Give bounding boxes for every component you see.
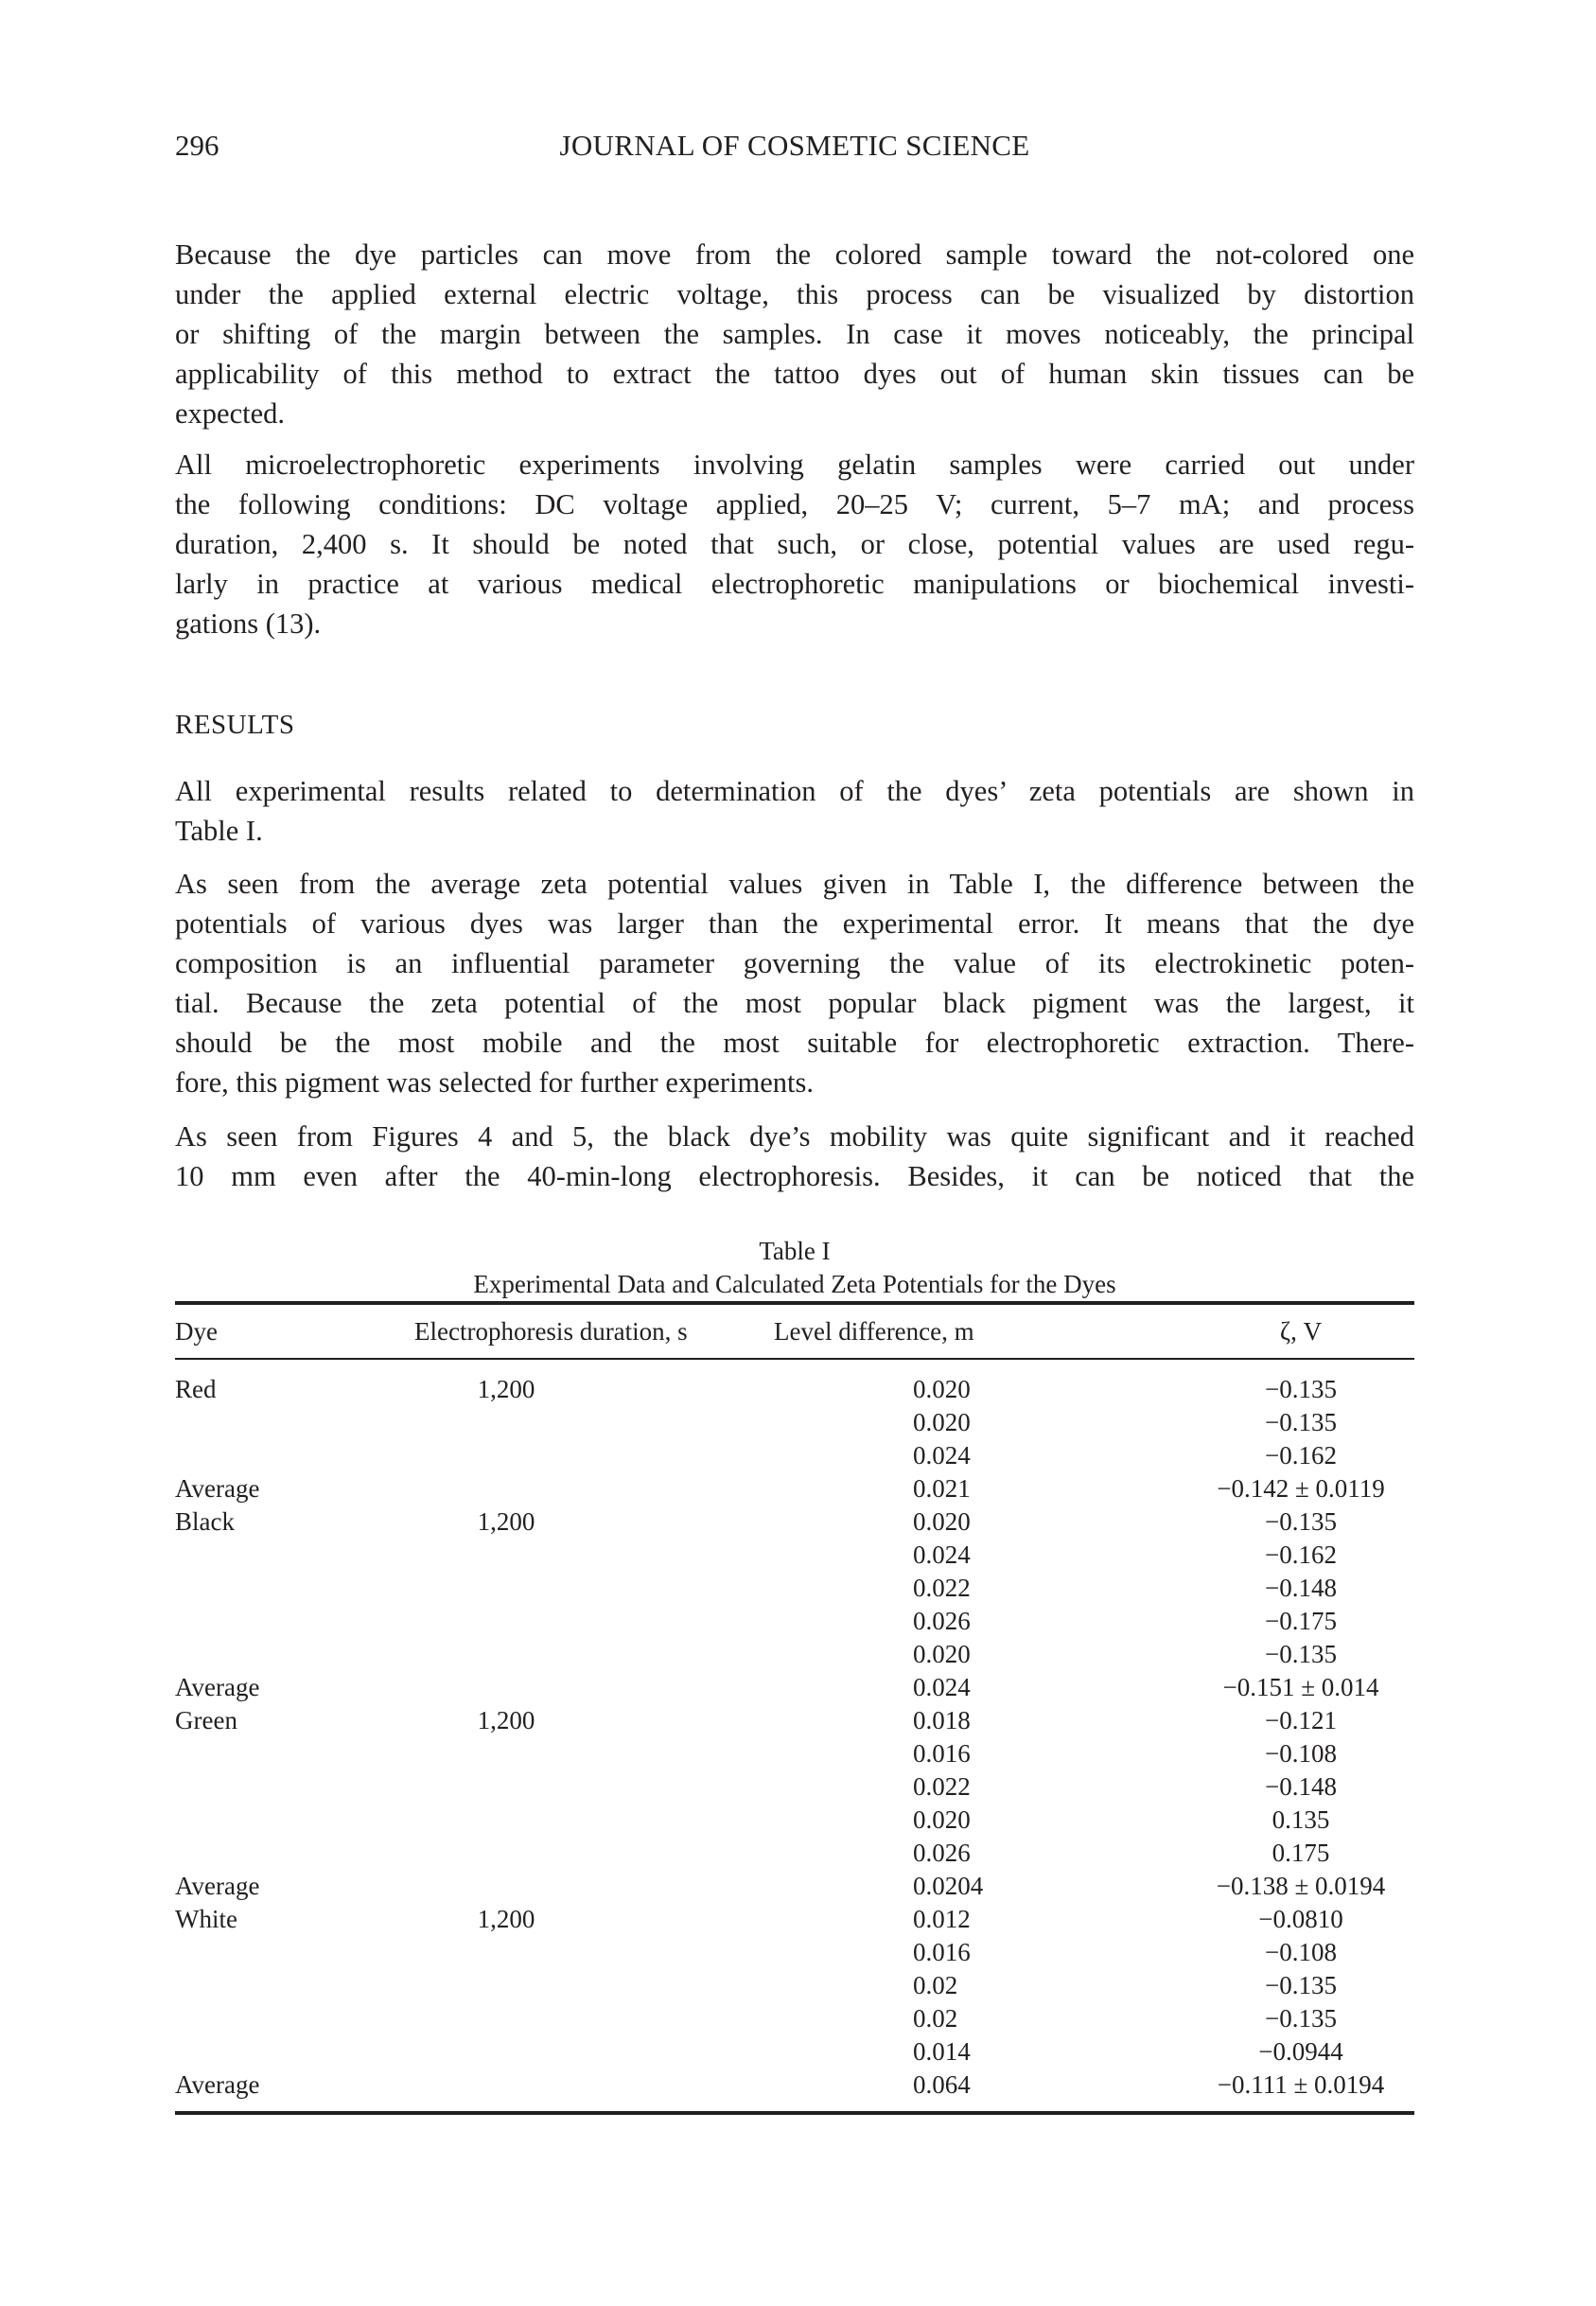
cell-dye xyxy=(175,1539,383,1572)
cell-level-difference: 0.020 xyxy=(913,1408,971,1436)
table-row xyxy=(175,1671,1414,1704)
table-row xyxy=(175,1605,1414,1638)
cell-dye: Average xyxy=(175,1673,260,1701)
text-line: the following conditions: DC voltage applied, 20–25 V; current, 5–7 mA; and process xyxy=(175,488,1414,520)
table-row xyxy=(175,1770,1414,1804)
table-row xyxy=(175,1439,1414,1472)
text-line: under the applied external electric voltage, this process can be visualized by distortion xyxy=(175,278,1414,310)
table-row xyxy=(175,1406,1414,1439)
text-line: gations (13). xyxy=(175,607,322,640)
header-zeta: ζ, V xyxy=(1279,1317,1323,1346)
table-row xyxy=(175,1704,1414,1737)
cell-dye xyxy=(175,1837,383,1870)
cell-level-difference: 0.012 xyxy=(913,1905,971,1933)
cell-dye xyxy=(175,1737,383,1770)
header-level-difference: Level difference, m xyxy=(774,1317,974,1346)
table-row xyxy=(175,1903,1414,1936)
table-row xyxy=(175,2035,1414,2068)
cell-duration: 1,200 xyxy=(477,1706,535,1734)
cell-level-difference: 0.02 xyxy=(913,2004,958,2033)
cell-dye: Average xyxy=(175,2070,260,2099)
cell-dye: Green xyxy=(175,1706,237,1734)
cell-zeta: −0.0810 xyxy=(1258,1905,1343,1933)
cell-zeta: −0.142 ± 0.0119 xyxy=(1217,1474,1385,1503)
cell-zeta: −0.148 xyxy=(1265,1772,1337,1801)
cell-zeta: −0.148 xyxy=(1265,1574,1337,1602)
cell-dye xyxy=(175,2035,383,2068)
text-line: All experimental results related to determination of the dyes’ zeta potentials are shown in xyxy=(175,775,1414,807)
cell-dye xyxy=(175,1439,383,1472)
journal-title: JOURNAL OF COSMETIC SCIENCE xyxy=(559,129,1030,162)
cell-level-difference: 0.024 xyxy=(913,1673,971,1701)
cell-zeta: −0.135 xyxy=(1265,2004,1337,2033)
text-line: tial. Because the zeta potential of the most popular black pigment was the largest, it xyxy=(175,987,1414,1019)
cell-level-difference: 0.020 xyxy=(913,1507,971,1536)
cell-zeta: −0.135 xyxy=(1265,1375,1337,1403)
cell-duration: 1,200 xyxy=(477,1507,535,1536)
cell-level-difference: 0.020 xyxy=(913,1375,971,1403)
paragraph-results-intro xyxy=(175,771,1414,851)
table-row xyxy=(175,1472,1414,1505)
paragraph-zeta-discussion xyxy=(175,864,1414,1102)
table-bottom-rule xyxy=(175,2111,1414,2115)
paragraph-black-dye-mobility xyxy=(175,1117,1414,1196)
cell-zeta: −0.0944 xyxy=(1258,2037,1343,2066)
text-line: expected. xyxy=(175,397,285,430)
cell-dye: Red xyxy=(175,1375,217,1403)
cell-level-difference: 0.026 xyxy=(913,1607,971,1635)
cell-level-difference: 0.022 xyxy=(913,1574,971,1602)
table-row xyxy=(175,1870,1414,1903)
cell-level-difference: 0.020 xyxy=(913,1805,971,1834)
cell-level-difference: 0.020 xyxy=(913,1640,971,1668)
text-line: should be the most mobile and the most suitable for electrophoretic extraction. There- xyxy=(175,1027,1414,1059)
text-line: As seen from the average zeta potential values given in Table I, the difference between the xyxy=(175,868,1414,900)
section-heading-results: RESULTS xyxy=(175,710,295,740)
cell-level-difference: 0.064 xyxy=(913,2070,971,2099)
cell-zeta: −0.111 ± 0.0194 xyxy=(1217,2070,1385,2099)
paragraph-experiment-conditions xyxy=(175,445,1414,643)
header-duration: Electrophoresis duration, s xyxy=(414,1317,688,1346)
table-row xyxy=(175,1572,1414,1605)
cell-dye xyxy=(175,1770,383,1804)
cell-dye xyxy=(175,1605,383,1638)
cell-dye: White xyxy=(175,1905,237,1933)
table-row xyxy=(175,2002,1414,2035)
text-line: Because the dye particles can move from the colored sample toward the not-colored one xyxy=(175,238,1414,271)
cell-level-difference: 0.026 xyxy=(913,1839,971,1867)
cell-zeta: −0.135 xyxy=(1265,1971,1337,1999)
table-row xyxy=(175,1638,1414,1671)
text-line: duration, 2,400 s. It should be noted that such, or close, potential values are used regu- xyxy=(175,528,1414,560)
cell-level-difference: 0.021 xyxy=(913,1474,971,1503)
text-line: larly in practice at various medical electrophoretic manipulations or biochemical investi- xyxy=(175,568,1414,600)
cell-dye: Black xyxy=(175,1507,235,1536)
text-line: potentials of various dyes was larger than the experimental error. It means that the dye xyxy=(175,907,1414,940)
cell-dye: Average xyxy=(175,1872,260,1900)
cell-duration: 1,200 xyxy=(477,1375,535,1403)
cell-dye xyxy=(175,1638,383,1671)
table-header-row xyxy=(175,1305,1414,1358)
cell-level-difference: 0.014 xyxy=(913,2037,971,2066)
cell-zeta: −0.135 xyxy=(1265,1507,1337,1536)
table-row xyxy=(175,1837,1414,1870)
cell-zeta: −0.135 xyxy=(1265,1408,1337,1436)
data-table-body xyxy=(175,1360,1414,2102)
table-row xyxy=(175,2068,1414,2102)
table-row xyxy=(175,1804,1414,1837)
table-zeta-potentials xyxy=(175,1235,1414,2115)
header-dye: Dye xyxy=(175,1317,218,1346)
cell-dye xyxy=(175,2002,383,2035)
cell-zeta: −0.138 ± 0.0194 xyxy=(1216,1872,1386,1900)
text-line: 10 mm even after the 40-min-long electrophoresis. Besides, it can be noticed that the xyxy=(175,1160,1414,1192)
cell-level-difference: 0.022 xyxy=(913,1772,971,1801)
cell-zeta: −0.162 xyxy=(1265,1441,1337,1470)
cell-level-difference: 0.0204 xyxy=(913,1872,984,1900)
cell-dye: Average xyxy=(175,1474,260,1503)
cell-level-difference: 0.018 xyxy=(913,1706,971,1734)
page-number: 296 xyxy=(175,129,219,162)
cell-zeta: 0.175 xyxy=(1272,1839,1330,1867)
cell-level-difference: 0.016 xyxy=(913,1938,971,1966)
cell-zeta: −0.175 xyxy=(1265,1607,1337,1635)
table-row xyxy=(175,1360,1414,1406)
cell-zeta: −0.108 xyxy=(1265,1739,1337,1768)
cell-dye xyxy=(175,1572,383,1605)
text-line: Table I. xyxy=(175,815,263,847)
text-line: or shifting of the margin between the samples. In case it moves noticeably, the principal xyxy=(175,318,1414,350)
table-caption: Experimental Data and Calculated Zeta Potentials for the Dyes xyxy=(473,1270,1116,1298)
table-row xyxy=(175,1969,1414,2002)
table-title: Table I xyxy=(759,1237,831,1265)
cell-zeta: 0.135 xyxy=(1272,1805,1330,1834)
text-line: applicability of this method to extract the tattoo dyes out of human skin tissues can be xyxy=(175,358,1414,390)
cell-dye xyxy=(175,1969,383,2002)
table-row xyxy=(175,1936,1414,1969)
text-line: All microelectrophoretic experiments involving gelatin samples were carried out under xyxy=(175,449,1414,481)
cell-zeta: −0.151 ± 0.014 xyxy=(1222,1673,1379,1701)
paragraph-dye-particle-movement xyxy=(175,235,1414,433)
cell-zeta: −0.135 xyxy=(1265,1640,1337,1668)
table-row xyxy=(175,1539,1414,1572)
cell-level-difference: 0.024 xyxy=(913,1540,971,1569)
cell-duration: 1,200 xyxy=(477,1905,535,1933)
text-line: fore, this pigment was selected for further experiments. xyxy=(175,1066,815,1099)
cell-level-difference: 0.016 xyxy=(913,1739,971,1768)
cell-zeta: −0.121 xyxy=(1265,1706,1337,1734)
text-line: As seen from Figures 4 and 5, the black dye’s mobility was quite significant and it reached xyxy=(175,1120,1414,1153)
cell-dye xyxy=(175,1406,383,1439)
cell-dye xyxy=(175,1804,383,1837)
table-row xyxy=(175,1505,1414,1539)
table-row xyxy=(175,1737,1414,1770)
data-table xyxy=(175,1305,1414,1358)
cell-level-difference: 0.024 xyxy=(913,1441,971,1470)
cell-level-difference: 0.02 xyxy=(913,1971,958,1999)
cell-zeta: −0.162 xyxy=(1265,1540,1337,1569)
cell-dye xyxy=(175,1936,383,1969)
table-body xyxy=(175,1360,1414,2102)
running-head xyxy=(175,129,1414,167)
cell-zeta: −0.108 xyxy=(1265,1938,1337,1966)
text-line: composition is an influential parameter governing the value of its electrokinetic poten- xyxy=(175,947,1414,979)
